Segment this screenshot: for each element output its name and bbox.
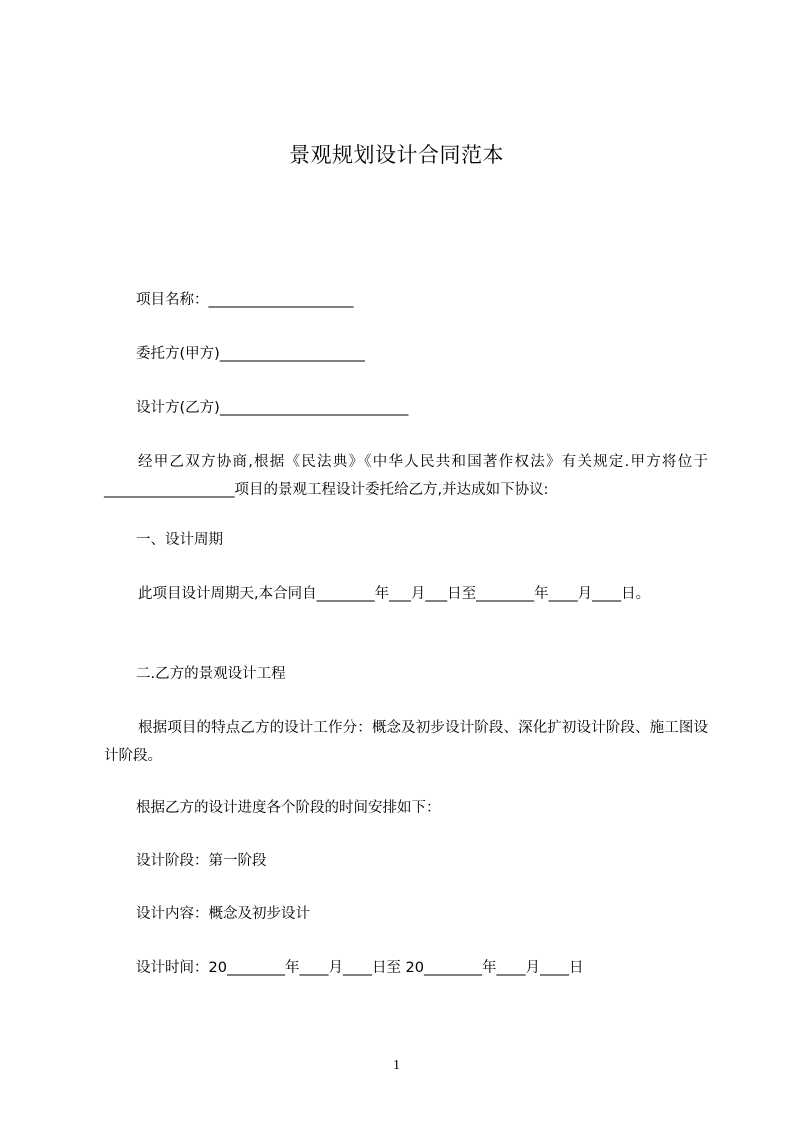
design-stage-line: 设计阶段：第一阶段 — [136, 853, 267, 869]
section2-heading: 二.乙方的景观设计工程 — [136, 666, 286, 682]
schedule-intro: 根据乙方的设计进度各个阶段的时间安排如下： — [136, 800, 441, 816]
intro-paragraph: 经甲乙双方协商,根据《民法典》《中华人民共和国著作权法》有关规定.甲方将位于__________________项目的景观工程设计委托给乙方,并达成如下协议: — [104, 454, 708, 498]
page-number: 1 — [393, 1058, 400, 1073]
section1-heading: 一、设计周期 — [136, 532, 223, 548]
party-b-field: 设计方(乙方)__________________________ — [136, 400, 409, 416]
section1-paragraph: 此项目设计周期天,本合同自________年___月___日至________年____月____日。 — [138, 586, 651, 602]
party-a-field: 委托方(甲方)____________________ — [136, 346, 365, 362]
design-time-line: 设计时间：20________年____月____日至 20________年____月____日 — [136, 960, 584, 976]
project-name-field: 项目名称：____________________ — [136, 292, 354, 308]
document-title: 景观规划设计合同范本 — [289, 143, 504, 167]
section2-paragraph: 根据项目的特点乙方的设计工作分：概念及初步设计阶段、深化扩初设计阶段、施工图设计阶段。 — [104, 720, 708, 764]
design-content-line: 设计内容：概念及初步设计 — [136, 906, 310, 922]
